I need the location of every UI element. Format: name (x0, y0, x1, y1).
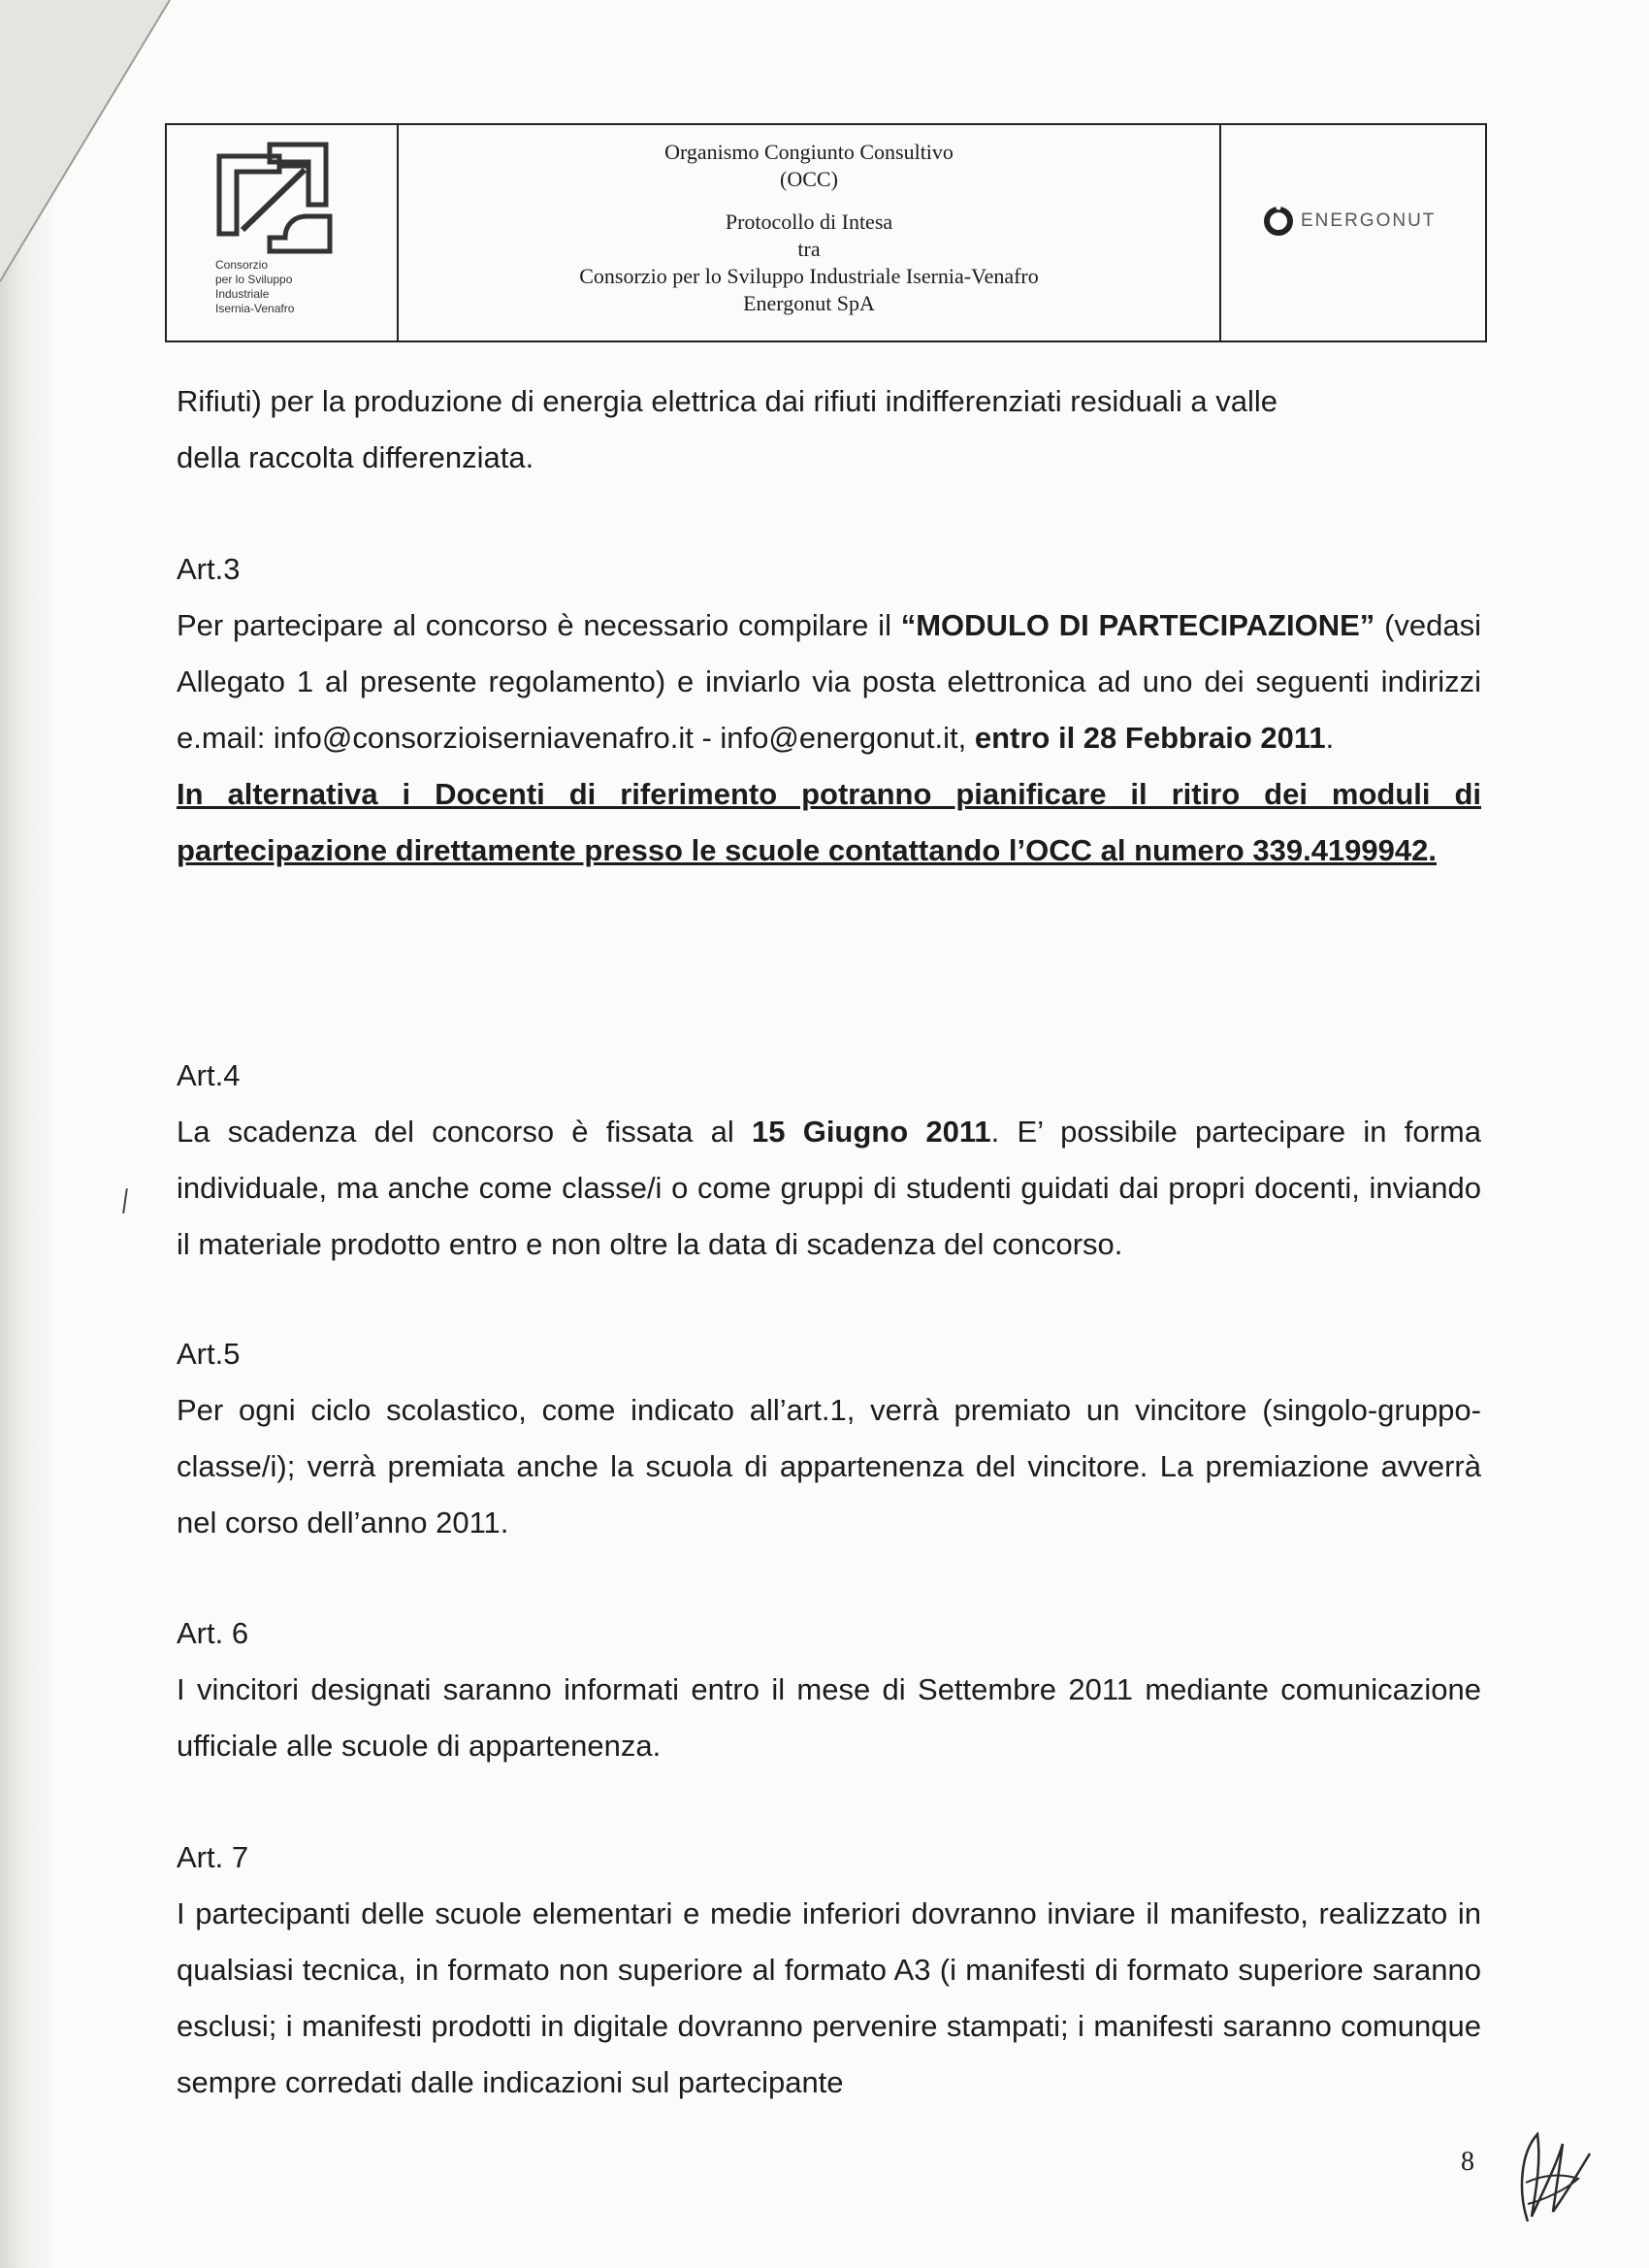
article-7 (177, 1830, 1481, 2111)
energonut-logo (1262, 205, 1436, 238)
document-header (165, 123, 1487, 342)
article-6 (177, 1605, 1481, 1774)
article-3 (177, 541, 1481, 879)
logo-caption-line: Consorzio (215, 258, 269, 272)
energonut-logo-text: ENERGONUT (1301, 211, 1437, 231)
article-text: I partecipanti delle scuole elementari e medie inferiori dovranno inviare il manifesto, realizzato in qualsiasi tecnica, in formato non superiore al formato A3 (i manifesti di formato superiore saranno esclusi; i manifesti prodotti in digitale dovranno pervenire stampati; i manifesti saranno comunque sempre corredati dalle indicazioni sul partecipante (177, 1896, 1481, 2099)
article-4-paragraph (177, 1104, 1481, 1273)
article-heading: Art.3 (177, 552, 241, 586)
scan-edge-shadow (0, 0, 58, 2268)
header-right-cell (1221, 125, 1485, 340)
header-center-cell (399, 125, 1221, 340)
intro-line-1: Rifiuti) per la produzione di energia elettrica dai rifiuti indifferenziati residuali a valle (177, 384, 1277, 418)
article-5 (177, 1326, 1481, 1551)
deadline-bold: entro il 28 Febbraio 2011 (974, 721, 1326, 755)
article-text: . E’ possibile partecipare in forma individuale, ma anche come classe/i o come gruppi di studenti guidati dai propri docenti, inviando il materiale prodotto entro e non oltre la data di scadenza del concorso. (177, 1115, 1481, 1261)
header-party-2: Energonut SpA (743, 291, 875, 315)
article-heading: Art.5 (177, 1337, 241, 1371)
intro-continuation (177, 373, 1481, 486)
page-number: 8 (1461, 2147, 1474, 2177)
alternative-pickup-note: In alternativa i Docenti di riferimento potranno pianificare il ritiro dei moduli di partecipazione direttamente presso le scuole contattando l’OCC al numero 339.4199942. (177, 777, 1481, 867)
header-org-title: Organismo Congiunto Consultivo (664, 140, 954, 164)
header-protocol-tra: tra (797, 237, 821, 261)
article-text: . (1325, 721, 1335, 755)
deadline-bold: 15 Giugno 2011 (751, 1115, 991, 1149)
consorzio-logo-caption (215, 258, 294, 316)
handwritten-signature (1508, 2115, 1596, 2231)
logo-caption-line: Industriale (215, 287, 270, 301)
logo-caption-line: per lo Sviluppo (215, 273, 293, 286)
header-org-abbrev: (OCC) (780, 167, 838, 191)
article-text: La scadenza del concorso è fissata al (177, 1115, 752, 1149)
article-text: (vedasi Allegato 1 al presente regolamento) e inviarlo via posta elettronica ad uno dei seguenti indirizzi e.mail: info@consorzioiserniavenafro.it - info@energonut.it, (177, 608, 1481, 755)
logo-caption-line: Isernia-Venafro (215, 302, 295, 315)
scan-stray-mark (122, 1188, 128, 1214)
article-text: I vincitori designati saranno informati entro il mese di Settembre 2011 mediante comunicazione ufficiale alle scuole di appartenenza. (177, 1672, 1481, 1763)
article-heading: Art. 7 (177, 1840, 249, 1874)
module-name-bold: “MODULO DI PARTECIPAZIONE” (900, 608, 1375, 642)
article-heading: Art. 6 (177, 1616, 249, 1650)
article-text: Per ogni ciclo scolastico, come indicato all’art.1, verrà premiato un vincitore (singolo-gruppo-classe/i); verrà premiata anche la scuola di appartenenza del vincitore. La premiazione avverrà nel corso dell’anno 2011. (177, 1393, 1481, 1539)
consorzio-logo-icon (211, 137, 338, 255)
header-left-cell (167, 125, 399, 340)
article-4 (177, 1048, 1481, 1273)
header-party-1: Consorzio per lo Sviluppo Industriale Isernia-Venafro (579, 264, 1039, 288)
intro-line-2: della raccolta differenziata. (177, 440, 534, 474)
article-heading: Art.4 (177, 1058, 241, 1092)
header-protocol-title: Protocollo di Intesa (725, 210, 893, 234)
article-3-paragraph (177, 598, 1481, 766)
article-text: Per partecipare al concorso è necessario compilare il (177, 608, 901, 642)
energonut-ring-icon (1262, 205, 1295, 238)
